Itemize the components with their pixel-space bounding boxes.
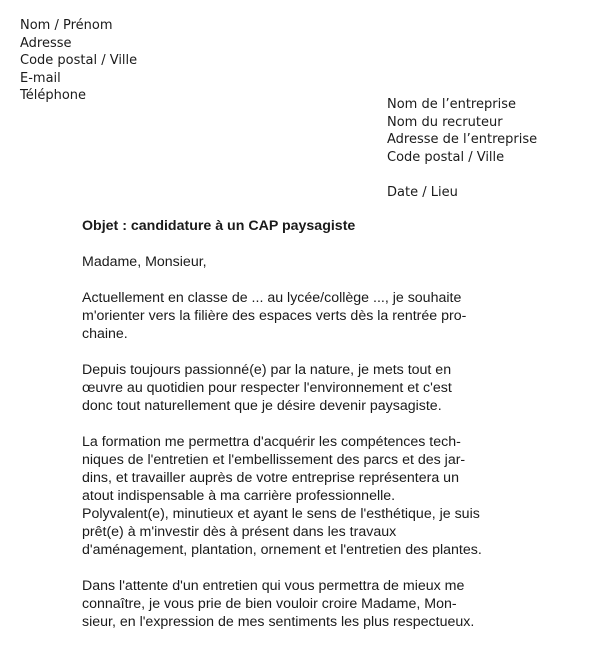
paragraph-line: donc tout naturellement que je désire devenir paysagiste. — [82, 398, 442, 414]
paragraph-line: dins, et travailler auprès de votre entreprise représentera un — [82, 470, 459, 486]
letter-body — [82, 217, 482, 649]
paragraph-line: chaine. — [82, 326, 128, 342]
paragraph-line: Depuis toujours passionné(e) par la nature, je mets tout en — [82, 362, 452, 378]
sender-address: Adresse — [20, 35, 72, 51]
paragraph-line: prêt(e) à m'investir dès à présent dans les travaux — [82, 524, 397, 540]
paragraph-line: Dans l'attente d'un entretien qui vous permettra de mieux me — [82, 578, 465, 594]
paragraph-line: connaître, je vous prie de bien vouloir croire Madame, Mon- — [82, 596, 457, 612]
paragraph-intro — [82, 289, 482, 343]
paragraph-line: Actuellement en classe de ... au lycée/collège ..., je souhaite — [82, 290, 462, 306]
paragraph-line: œuvre au quotidien pour respecter l'environnement et c'est — [82, 380, 452, 396]
paragraph-closing — [82, 577, 482, 631]
paragraph-passion — [82, 361, 482, 415]
paragraph-line: d'aménagement, plantation, ornement et l'entretien des plantes. — [82, 542, 482, 558]
sender-phone: Téléphone — [20, 88, 87, 104]
recipient-recruiter: Nom du recruteur — [387, 114, 503, 130]
recipient-postal-city: Code postal / Ville — [387, 149, 505, 165]
paragraph-line: La formation me permettra d'acquérir les compétences tech- — [82, 434, 461, 450]
paragraph-line: Polyvalent(e), minutieux et ayant le sens de l'esthétique, je suis — [82, 506, 480, 522]
paragraph-formation — [82, 433, 482, 559]
sender-block — [20, 17, 137, 105]
paragraph-line: sieur, en l'expression de mes sentiments les plus respectueux. — [82, 614, 475, 630]
sender-email: E-mail — [20, 70, 61, 86]
recipient-company-address: Adresse de l’entreprise — [387, 132, 538, 148]
paragraph-line: niques de l'entretien et l'embellissement des parcs et des jar- — [82, 452, 466, 468]
paragraph-line: atout indispensable à ma carrière professionnelle. — [82, 488, 396, 504]
letter-subject: Objet : candidature à un CAP paysagiste — [82, 218, 356, 234]
sender-postal-city: Code postal / Ville — [20, 53, 138, 69]
sender-name: Nom / Prénom — [20, 18, 113, 33]
letter-salutation: Madame, Monsieur, — [82, 254, 207, 270]
recipient-block — [387, 96, 537, 202]
paragraph-line: m'orienter vers la filière des espaces verts dès la rentrée pro- — [82, 308, 467, 324]
recipient-company: Nom de l’entreprise — [387, 97, 516, 112]
date-place: Date / Lieu — [387, 185, 458, 201]
